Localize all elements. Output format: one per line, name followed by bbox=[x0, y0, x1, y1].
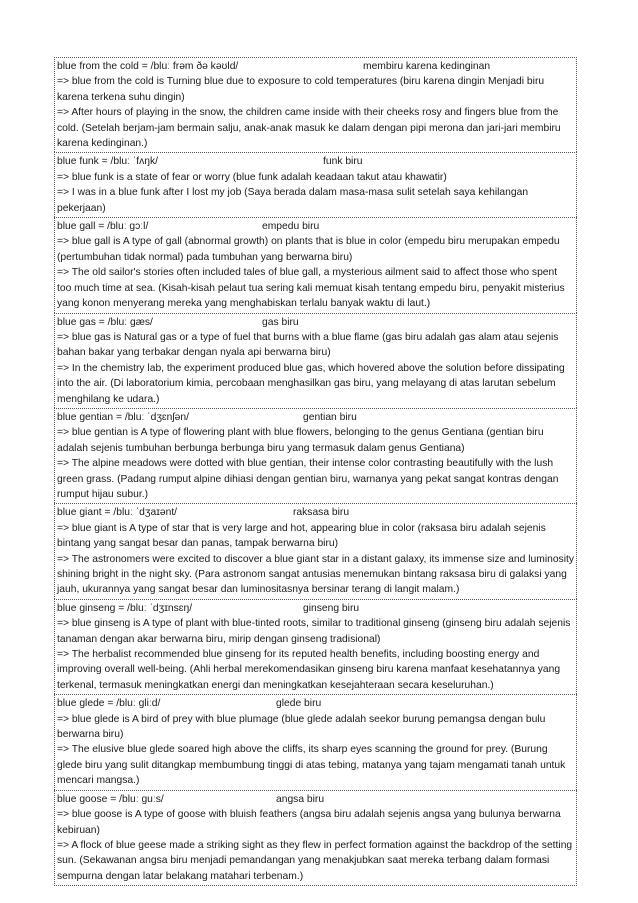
entry-header bbox=[57, 315, 574, 330]
entry-example: => The old sailor's stories often included tales of blue gall, a mysterious ailment said to affect those who spent too much time at sea. (Kisah-kisah pelaut tua sering kali memuat kisah tentang empedu biru, penyakit misterius yang konon menyerang mereka yang menghabiskan terlalu banyak waktu di laut.) bbox=[57, 267, 565, 310]
dictionary-page bbox=[54, 57, 577, 886]
dictionary-entry bbox=[54, 694, 577, 789]
entry-term: blue ginseng = /bluː ˈdʒɪnsɛŋ/ bbox=[57, 602, 193, 614]
entry-translation: raksasa biru bbox=[293, 507, 350, 519]
entry-definition: => blue glede is A bird of prey with blue plumage (blue glede adalah seekor burung pemangsa dengan bulu berwarna biru) bbox=[57, 713, 546, 741]
entry-translation: gentian biru bbox=[303, 411, 357, 423]
entry-example: => The astronomers were excited to discover a blue giant star in a distant galaxy, its immense size and luminosity shining bright in the night sky. (Para astronom sangat antusias menemukan bintang raksasa biru di galaksi yang jauh, ukurannya yang sangat besar dan luminositasnya bersinar terang di langit malam.) bbox=[57, 553, 575, 596]
entry-header bbox=[57, 59, 574, 74]
entry-header bbox=[57, 219, 574, 234]
entry-definition: => blue goose is A type of goose with bluish feathers (angsa biru adalah sejenis angsa yang bulunya berwarna kebiruan) bbox=[57, 809, 561, 836]
entry-definition: => blue funk is a state of fear or worry (blue funk adalah keadaan takut atau khawatir) bbox=[57, 171, 447, 183]
dictionary-entry bbox=[54, 790, 577, 886]
entry-definition: => blue gas is Natural gas or a type of fuel that burns with a blue flame (gas biru adalah gas alam atau sejenis bahan bakar yang terbakar dengan nyala api berwarna biru) bbox=[57, 331, 559, 359]
entry-translation: glede biru bbox=[276, 698, 322, 710]
entry-definition: => blue giant is A type of star that is very large and hot, appearing blue in color (raksasa biru adalah sejenis bintang yang sangat besar dan panas, tampak berwarna biru) bbox=[57, 522, 546, 550]
entry-definition: => blue from the cold is Turning blue due to exposure to cold temperatures (biru karena dingin Menjadi biru karena terkena suhu dingin) bbox=[57, 76, 545, 103]
entry-header bbox=[57, 505, 574, 520]
entry-term: blue goose = /bluː ɡuːs/ bbox=[57, 793, 164, 805]
entry-example: => The elusive blue glede soared high above the cliffs, its sharp eyes scanning the ground for prey. (Burung glede biru yang sulit ditangkap membumbung tinggi di atas tebing, matanya yang tajam mengamati tanah untuk mencari mangsa.) bbox=[57, 744, 566, 787]
entry-definition: => blue gentian is A type of flowering plant with blue flowers, belonging to the genus Gentiana (gentian biru adalah sejenis tumbuhan berbunga berbunga biru yang termasuk dalam genus Gentiana) bbox=[57, 427, 544, 454]
entry-translation: ginseng biru bbox=[303, 602, 360, 614]
dictionary-entry bbox=[54, 152, 577, 217]
entry-term: blue glede = /bluː ɡliːd/ bbox=[57, 698, 161, 710]
entry-term: blue gall = /bluː ɡɔːl/ bbox=[57, 221, 149, 233]
entry-translation: funk biru bbox=[323, 156, 363, 168]
dictionary-entry bbox=[54, 599, 577, 694]
entry-term: blue funk = /bluː ˈfʌŋk/ bbox=[57, 156, 159, 168]
dictionary-entry bbox=[54, 503, 577, 598]
entry-example: => The alpine meadows were dotted with blue gentian, their intense color contrasting beautifully with the lush green grass. (Padang rumput alpine dihiasi dengan gentian biru, warnanya yang pekat sangat kontras dengan rumput hijau subur.) bbox=[57, 458, 559, 500]
entry-term: blue gas = /bluː ɡæs/ bbox=[57, 316, 153, 328]
entry-example: => I was in a blue funk after I lost my job (Saya berada dalam masa-masa sulit setelah saya kehilangan pekerjaan) bbox=[57, 187, 529, 214]
entry-term: blue giant = /bluː ˈdʒaɪənt/ bbox=[57, 507, 178, 519]
dictionary-entry bbox=[54, 217, 577, 312]
entry-header bbox=[57, 601, 574, 616]
entry-definition: => blue gall is A type of gall (abnormal growth) on plants that is blue in color (empedu biru merupakan empedu (pertumbuhan tidak normal) pada tumbuhan yang berwarna biru) bbox=[57, 236, 560, 263]
dictionary-entry bbox=[54, 408, 577, 503]
entry-translation: empedu biru bbox=[262, 221, 320, 233]
entry-example: => In the chemistry lab, the experiment produced blue gas, which hovered above the solution before dissipating into the air. (Di laboratorium kimia, percobaan menghasilkan gas biru, yang melayang di atas larutan sebelum menghilang ke udara.) bbox=[57, 362, 565, 405]
entry-header bbox=[57, 696, 574, 711]
dictionary-entry bbox=[54, 313, 577, 408]
entry-example: => A flock of blue geese made a striking sight as they flew in perfect formation against the backdrop of the setting sun. (Sekawanan angsa biru menjadi pemandangan yang menakjubkan saat mereka terbang dalam formasi sempurna dengan latar belakang matahari terbenam.) bbox=[57, 839, 573, 882]
entry-term: blue gentian = /bluː ˈdʒɛnʃən/ bbox=[57, 411, 189, 423]
entry-term: blue from the cold = /bluː frəm ðə kəʊld/ bbox=[57, 61, 239, 72]
entry-header bbox=[57, 154, 574, 169]
entry-translation: membiru karena kedinginan bbox=[363, 61, 491, 72]
entry-header bbox=[57, 410, 574, 425]
entry-example: => The herbalist recommended blue ginseng for its reputed health benefits, including boosting energy and improving overall well-being. (Ahli herbal merekomendasikan ginseng biru karena manfaat kesehatannya yang terkenal, termasuk meningkatkan energi dan meningkatkan kesejahteraan secara keseluruhan.) bbox=[57, 649, 561, 691]
entry-definition: => blue ginseng is A type of plant with blue-tinted roots, similar to traditional ginseng (ginseng biru adalah sejenis tanaman dengan akar berwarna biru, mirip dengan ginseng tradisional) bbox=[57, 618, 571, 645]
entry-translation: gas biru bbox=[262, 316, 299, 328]
entry-translation: angsa biru bbox=[276, 793, 325, 805]
entry-example: => After hours of playing in the snow, the children came inside with their cheeks rosy and fingers blue from the cold. (Setelah berjam-jam bermain salju, anak-anak masuk ke dalam dengan pipi merona dan jari-jari membiru karena kedinginan.) bbox=[57, 107, 561, 150]
entry-header bbox=[57, 792, 574, 807]
dictionary-entry bbox=[54, 57, 577, 152]
